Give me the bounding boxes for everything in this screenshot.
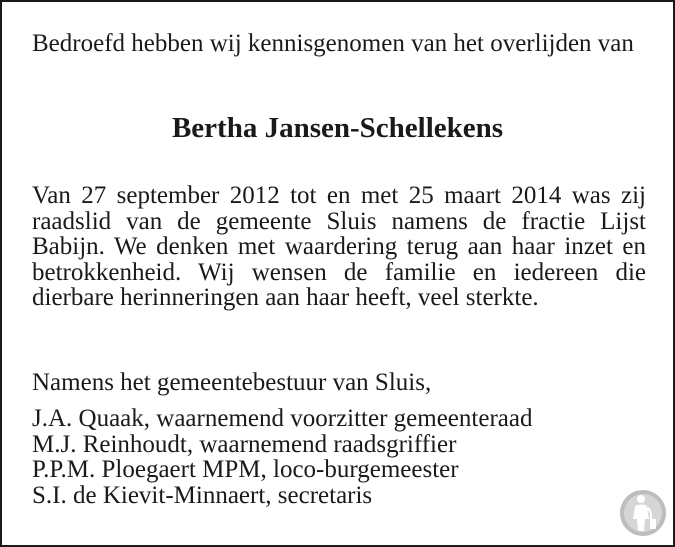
signatory: P.P.M. Ploegaert MPM, loco-burgemeester bbox=[32, 456, 459, 483]
signatory-list bbox=[32, 406, 646, 508]
intro-text: Bedroefd hebben wij kennisgenomen van het overlijden van bbox=[32, 30, 634, 57]
deceased-name: Bertha Jansen-Schellekens bbox=[171, 112, 504, 144]
signatory: J.A. Quaak, waarnemend voorzitter gemeenteraad bbox=[32, 405, 533, 432]
signatory: M.J. Reinhoudt, waarnemend raadsgriffier bbox=[32, 430, 457, 458]
signatory: S.I. de Kievit-Minnaert, secretaris bbox=[32, 481, 373, 509]
notice-body: Van 27 september 2012 tot en met 25 maart 2014 was zij raadslid van de gemeente Sluis namens de fractie Lijst Babijn. We denken met waardering terug aan haar inzet en betrokkenheid. Wij wensen de familie en iedereen die dierbare herinneringen aan haar heeft, veel sterkte. bbox=[32, 182, 646, 311]
memorial-figure-icon bbox=[619, 489, 667, 537]
signoff-line: Namens het gemeentebestuur van Sluis, bbox=[32, 369, 432, 396]
